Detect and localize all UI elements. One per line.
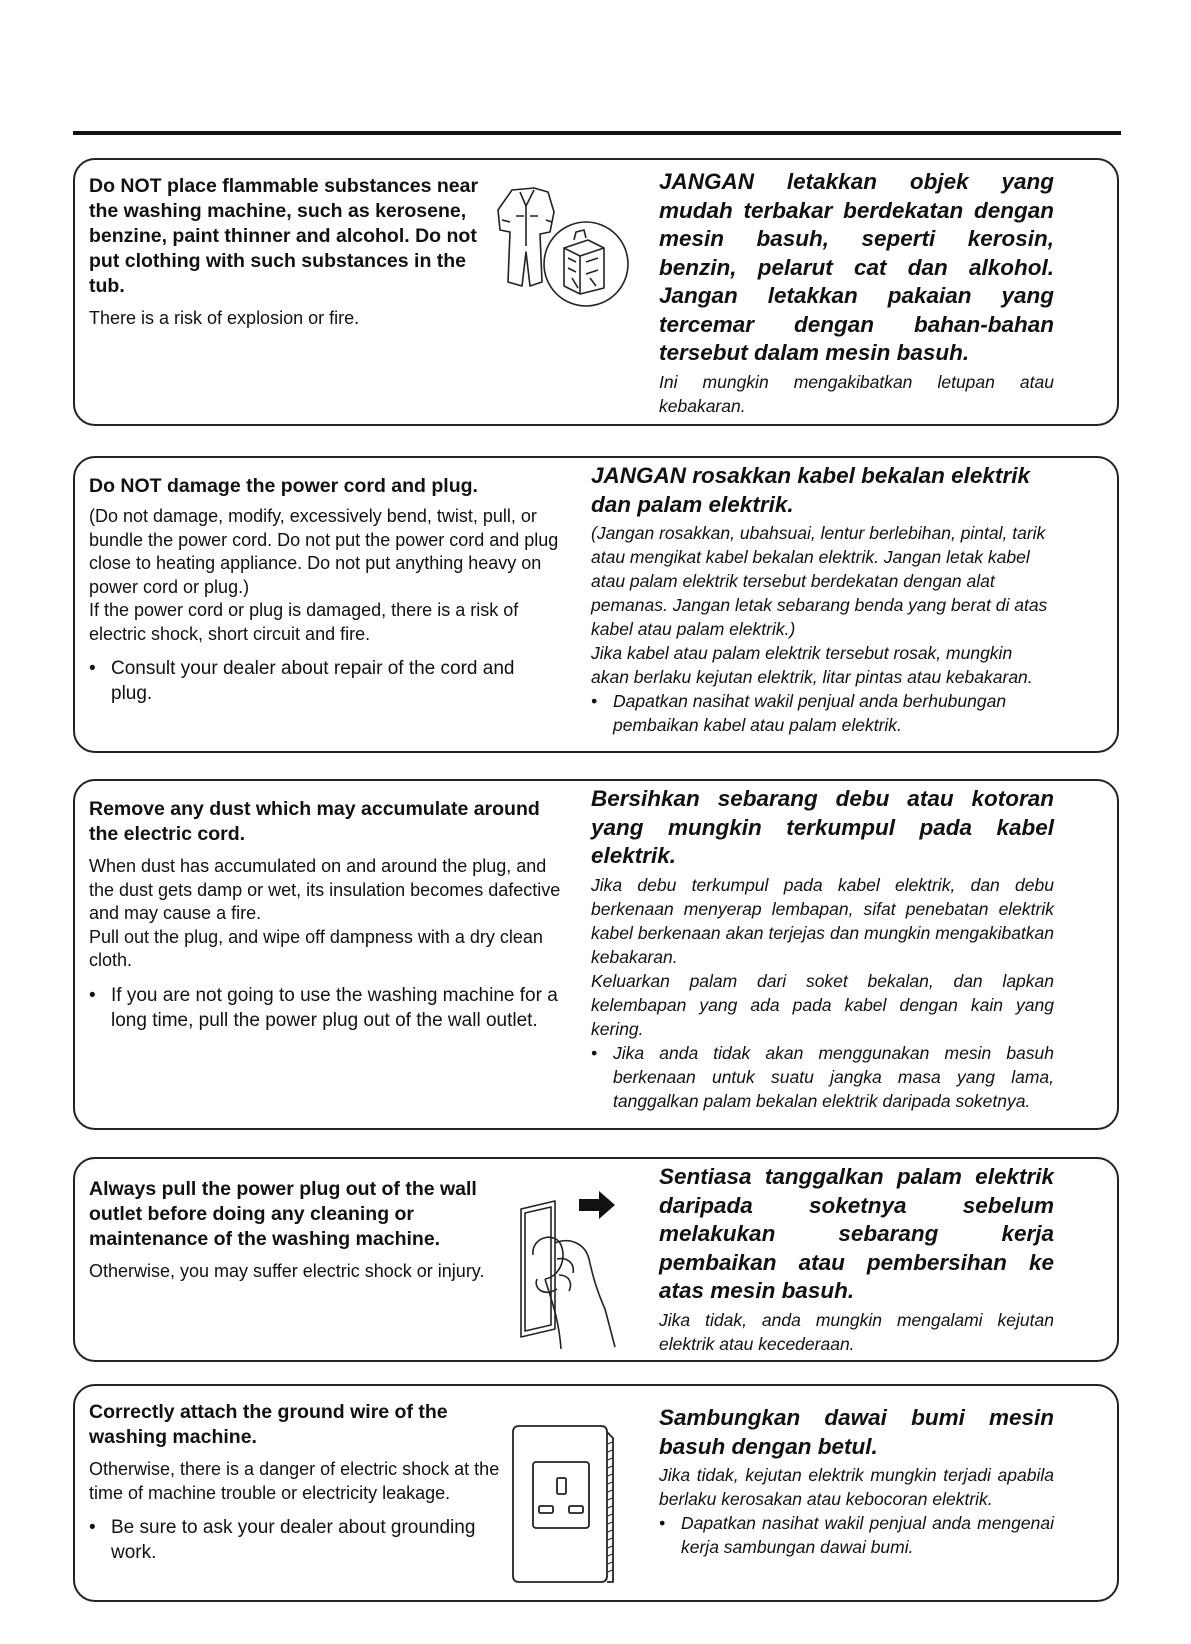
warning-body-en: Otherwise, you may suffer electric shock or injury. <box>89 1261 485 1281</box>
bullet-text: Be sure to ask your dealer about grounding work. <box>111 1517 476 1563</box>
warning-body-my: Jika tidak, kejutan elektrik mungkin terjadi apabila berlaku kerosakan atau kebocoran elektrik. <box>659 1465 1054 1509</box>
bullet-text: If you are not going to use the washing machine for a long time, pull the power plug out of the wall outlet. <box>111 984 558 1031</box>
warning-box-dust <box>73 779 1119 1130</box>
warning-title-en: Do NOT damage the power cord and plug. <box>89 475 478 497</box>
bullet-text: Jika anda tidak akan menggunakan mesin basuh berkenaan untuk suatu jangka masa yang lama, tanggalkan palam bekalan elektrik daripada soketnya. <box>613 1042 1054 1111</box>
warning-body-en: (Do not damage, modify, excessively bend, twist, pull, or bundle the power cord. Do not put the power cord and plug close to heating appliance. Do not put anything heavy on power cord or plug.) <box>89 506 559 597</box>
warning-body2-en: Pull out the plug, and wipe off dampness with a dry clean cloth. <box>89 926 543 970</box>
warning-title-my: Bersihkan sebarang debu atau kotoran yang mungkin terkumpul pada kabel elektrik. <box>591 786 1054 868</box>
warning-body-en: When dust has accumulated on and around the plug, and the dust gets damp or wet, its insulation becomes dafective and may cause a fire. <box>89 856 561 923</box>
bullet-text: Consult your dealer about repair of the cord and plug. <box>111 658 515 704</box>
warning-body2-my: Jika kabel atau palam elektrik tersebut rosak, mungkin akan berlaku kejutan elektrik, litar pintas atau kebakaran. <box>591 643 1033 687</box>
warning-body2-my: Keluarkan palam dari soket bekalan, dan lapkan kelembapan yang ada pada kabel dengan kain yang kering. <box>591 970 1054 1039</box>
arrow-right-icon <box>579 1191 615 1219</box>
warning-title-en: Always pull the power plug out of the wall outlet before doing any cleaning or maintenance of the washing machine. <box>89 1178 477 1250</box>
malay-text <box>659 1404 1054 1559</box>
warning-title-en: Do NOT place flammable substances near the washing machine, such as kerosene, benzine, paint thinner and alcohol. Do not put clothing with such substances in the tub. <box>89 175 479 297</box>
english-text <box>89 474 559 706</box>
warning-title-en: Remove any dust which may accumulate around the electric cord. <box>89 798 540 845</box>
malay-text <box>591 785 1054 1113</box>
wall-socket-illustration <box>505 1422 617 1590</box>
bullet-item-en <box>89 656 559 706</box>
bullet-dot: • <box>89 658 96 679</box>
top-rule <box>73 131 1121 135</box>
english-text <box>89 797 569 1033</box>
bullet-item-my <box>659 1511 1054 1559</box>
warning-body-my: Jika debu terkumpul pada kabel elektrik, dan debu berkenaan menyerap lembapan, sifat penebatan elektrik kabel berkenaan akan terjejas dan mungkin mengakibatkan kebakaran. <box>591 874 1054 967</box>
bullet-dot: • <box>591 1042 598 1063</box>
bullet-dot: • <box>659 1513 666 1533</box>
warning-body-my: (Jangan rosakkan, ubahsuai, lentur berlebihan, pintal, tarik atau mengikat kabel bekalan elektrik. Jangan letak kabel atau palam elektrik tersebut berdekatan dengan alat pemanas. Jangan letak sebarang benda yang berat di atas kabel atau palam elektrik.) <box>591 523 1048 639</box>
warning-title-my: Sentiasa tanggalkan palam elektrik daripada soketnya sebelum melakukan sebarang kerja pembaikan atau pembersihan ke atas mesin basuh. <box>659 1164 1054 1303</box>
english-text <box>89 1177 509 1284</box>
bullet-item-en <box>89 1515 509 1565</box>
warning-body-en: There is a risk of explosion or fire. <box>89 308 360 328</box>
malay-text <box>591 462 1054 737</box>
bullet-text: Dapatkan nasihat wakil penjual anda mengenai kerja sambungan dawai bumi. <box>681 1513 1054 1557</box>
hand-unplugging-illustration <box>515 1179 635 1351</box>
bullet-dot: • <box>591 691 598 711</box>
malay-text <box>659 168 1054 418</box>
warning-body-en: Otherwise, there is a danger of electric shock at the time of machine trouble or electricity leakage. <box>89 1459 500 1503</box>
warning-title-my: Sambungkan dawai bumi mesin basuh dengan betul. <box>659 1405 1054 1459</box>
bullet-item-my <box>591 1041 1054 1113</box>
english-text <box>89 174 479 331</box>
warning-body-my: Jika tidak, anda mungkin mengalami kejutan elektrik atau kecederaan. <box>659 1309 1054 1354</box>
warning-box-unplug <box>73 1157 1119 1362</box>
warning-body2-en: If the power cord or plug is damaged, there is a risk of electric shock, short circuit and fire. <box>89 600 519 644</box>
bullet-dot: • <box>89 1517 96 1538</box>
warning-box-ground-wire <box>73 1384 1119 1602</box>
clothing-and-canister-illustration <box>490 182 630 310</box>
english-text <box>89 1400 509 1565</box>
warning-box-flammable <box>73 158 1119 426</box>
malay-text <box>659 1163 1054 1356</box>
bullet-dot: • <box>89 984 96 1006</box>
bullet-item-my <box>591 689 1054 737</box>
warning-body-my: Ini mungkin mengakibatkan letupan atau kebakaran. <box>659 371 1054 416</box>
warning-box-power-cord <box>73 456 1119 753</box>
bullet-item-en <box>89 983 569 1033</box>
warning-title-en: Correctly attach the ground wire of the washing machine. <box>89 1401 448 1448</box>
warning-title-my: JANGAN rosakkan kabel bekalan elektrik dan palam elektrik. <box>591 463 1030 517</box>
bullet-text: Dapatkan nasihat wakil penjual anda berhubungan pembaikan kabel atau palam elektrik. <box>613 691 1007 735</box>
warning-title-my: JANGAN letakkan objek yang mudah terbakar berdekatan dengan mesin basuh, seperti kerosin, benzin, pelarut cat dan alkohol. Jangan letakkan pakaian yang tercemar dengan bahan-bahan tersebut dalam mesin basuh. <box>659 169 1054 365</box>
